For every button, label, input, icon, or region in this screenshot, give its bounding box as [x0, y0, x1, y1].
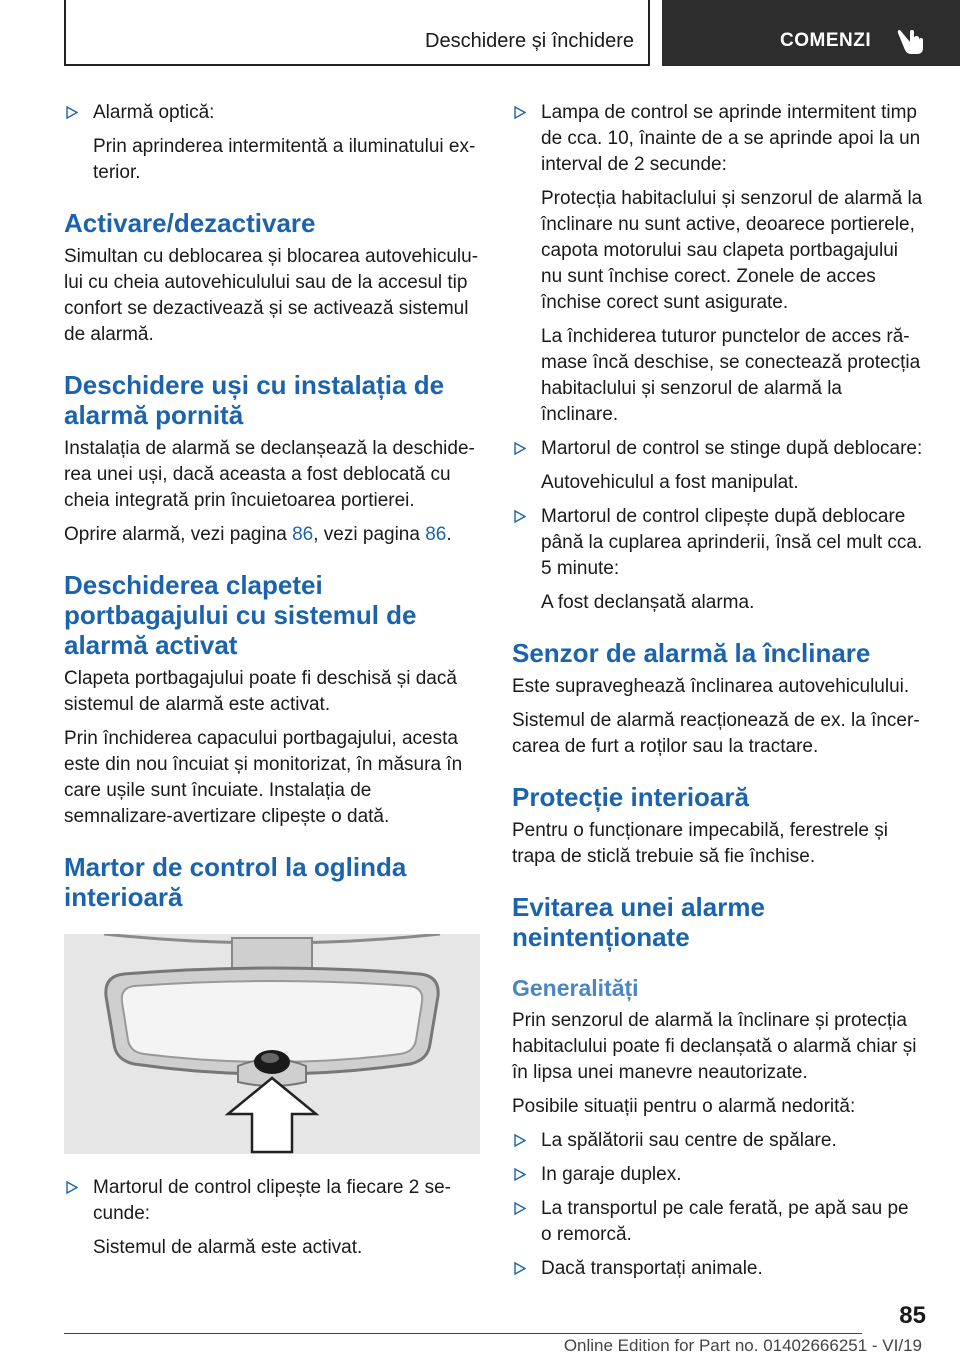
bullet-text: A fost declanșată alarma. [541, 592, 755, 613]
bullet-text: Prin aprinderea intermitentă a iluminatului ex-terior. [93, 136, 476, 183]
list-item-text: Dacă transportați animale. [541, 1258, 763, 1279]
section-heading: Deschidere uși cu instalația de alarmă pornită [64, 370, 445, 430]
paragraph: Clapeta portbagajului poate fi deschisă și dacă sistemul de alarmă este activat. [64, 668, 457, 715]
paragraph: Este supraveghează înclinarea autovehiculului. [512, 676, 910, 697]
triangle-bullet-icon [66, 106, 78, 119]
triangle-bullet-icon [514, 510, 526, 523]
list-item [64, 1175, 480, 1227]
page-link[interactable]: 86 [425, 524, 447, 545]
section-heading: Activare/dezactivare [64, 208, 316, 238]
paragraph-crossref [64, 522, 480, 548]
pointing-hand-icon [896, 24, 926, 56]
list-item [512, 1162, 924, 1188]
crossref-suffix: . [446, 524, 452, 545]
paragraph: Prin închiderea capacului portbagajului, acesta este din nou încuiat și monitorizat, în măsura în care ușile sunt încuiate. Instalația de semnalizare-avertizare clipește o dată. [64, 728, 463, 827]
section-title-box [64, 0, 650, 66]
list-item [512, 100, 924, 178]
bullet-text: Protecția habitaclului și senzorul de alarmă la înclinare nu sunt active, deoarece portierele, capota motorului sau clapeta portbagajului nu sunt închise corect. Zonele de acces închise corect sunt asigurate. [541, 188, 923, 313]
bullet-text: Autovehiculul a fost manipulat. [541, 472, 799, 493]
triangle-bullet-icon [514, 106, 526, 119]
subsection-heading: Generalități [512, 975, 639, 1001]
list-item [512, 504, 924, 582]
triangle-bullet-icon [514, 1134, 526, 1147]
page-link[interactable]: 86 [292, 524, 314, 545]
list-item [64, 100, 480, 126]
edition-info: Online Edition for Part no. 01402666251 - VI/19 [563, 1336, 922, 1355]
bullet-title: Lampa de control se aprinde intermitent timp de cca. 10, înainte de a se aprinde apoi la un interval de 2 secunde: [541, 102, 921, 175]
section-heading: Evitarea unei alarme neintenționate [512, 892, 765, 952]
bullet-title: Alarmă optică: [93, 102, 215, 123]
right-column [512, 100, 924, 1290]
bullet-title: Martorul de control clipește la fiecare 2 se-cunde: [93, 1177, 451, 1224]
list-item-text: La transportul pe cale ferată, pe apă sau pe o remorcă. [541, 1198, 909, 1245]
page-header [64, 0, 960, 66]
list-item-text: In garaje duplex. [541, 1164, 682, 1185]
section-heading: Deschiderea clapetei portbagajului cu sistemul de alarmă activat [64, 570, 417, 660]
page-number: 85 [899, 1302, 926, 1329]
paragraph: Prin senzorul de alarmă la înclinare și protecția habitaclului poate fi declanșată o alarmă chiar și în lipsa unei manevre neautorizate. [512, 1010, 917, 1083]
paragraph: Instalația de alarmă se declanșează la deschide-rea unei uși, dacă aceasta a fost deblocată cu cheia integrată prin încuietoarea portierei. [64, 438, 475, 511]
triangle-bullet-icon [514, 1262, 526, 1275]
list-item [512, 1128, 924, 1154]
crossref-prefix: Oprire alarmă, vezi pagina [64, 524, 293, 545]
triangle-bullet-icon [514, 1202, 526, 1215]
list-item [512, 1256, 924, 1282]
triangle-bullet-icon [514, 1168, 526, 1181]
rearview-mirror-illustration [64, 934, 480, 1154]
section-title: Deschidere și închidere [425, 30, 634, 52]
paragraph: Posibile situații pentru o alarmă nedorită: [512, 1096, 856, 1117]
list-item [512, 1196, 924, 1248]
bullet-title: Martorul de control se stinge după deblocare: [541, 438, 923, 459]
section-heading: Senzor de alarmă la înclinare [512, 638, 871, 668]
paragraph: Simultan cu deblocarea și blocarea autovehiculu-lui cu cheia autovehiculului sau de la accesul tip confort se dezactivează și se activează sistemul de alarmă. [64, 246, 479, 345]
list-item-text: La spălătorii sau centre de spălare. [541, 1130, 837, 1151]
chapter-tab-label: COMENZI [780, 30, 872, 51]
paragraph: Sistemul de alarmă reacționează de ex. la încer-carea de furt a roților sau la tractare. [512, 710, 920, 757]
triangle-bullet-icon [66, 1181, 78, 1194]
bullet-text: Sistemul de alarmă este activat. [93, 1237, 363, 1258]
triangle-bullet-icon [514, 442, 526, 455]
left-column [64, 100, 480, 1269]
paragraph: Pentru o funcționare impecabilă, ferestrele și trapa de sticlă trebuie să fie închise. [512, 820, 888, 867]
list-item [512, 436, 924, 462]
chapter-tab[interactable] [662, 0, 960, 66]
section-heading: Martor de control la oglinda interioară [64, 852, 407, 912]
crossref-mid: , vezi pagina [313, 524, 426, 545]
section-heading: Protecție interioară [512, 782, 749, 812]
bullet-title: Martorul de control clipește după deblocare până la cuplarea aprinderii, însă cel mult cca. 5 minute: [541, 506, 923, 579]
bullet-text: La închiderea tuturor punctelor de acces ră-mase încă deschise, se conectează protecția habitaclului și senzorul de alarmă la înclinare. [541, 326, 921, 425]
footer-divider [64, 1333, 862, 1334]
